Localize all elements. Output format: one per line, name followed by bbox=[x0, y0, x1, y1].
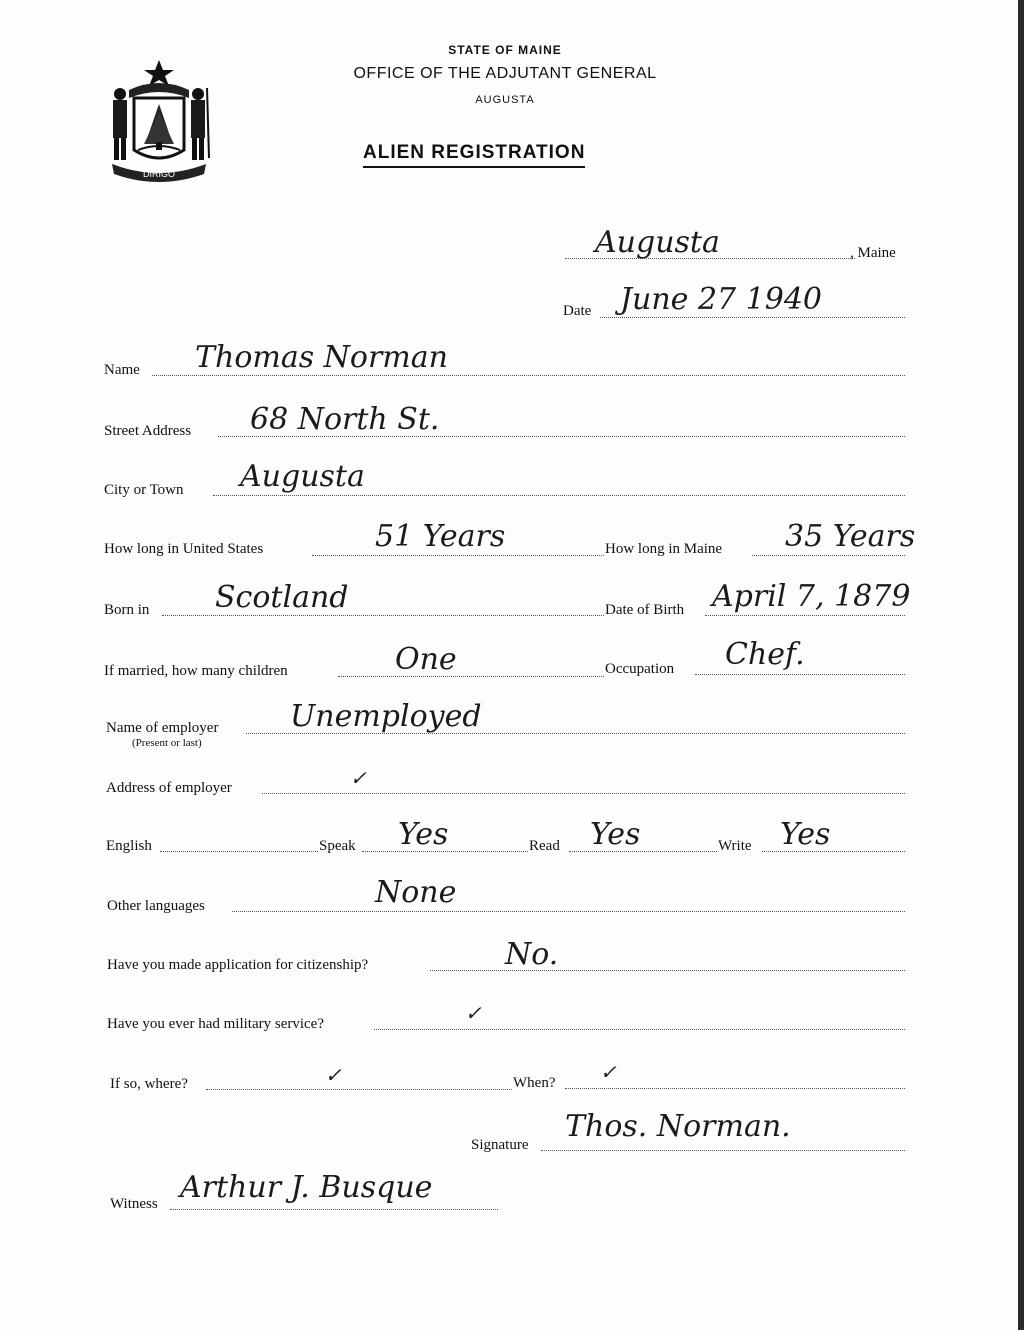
dob-line bbox=[705, 615, 905, 616]
date-label: Date bbox=[563, 303, 592, 319]
speak-label: Speak bbox=[319, 838, 356, 854]
signature-line bbox=[541, 1150, 905, 1151]
us-time-value[interactable]: 51 Years bbox=[375, 519, 506, 554]
employer-label: Name of employer bbox=[106, 720, 219, 736]
where-label: If so, where? bbox=[110, 1076, 188, 1092]
where-line bbox=[206, 1089, 512, 1090]
signature-value[interactable]: Thos. Norman. bbox=[565, 1109, 791, 1144]
witness-line bbox=[170, 1209, 498, 1210]
witness-value[interactable]: Arthur J. Busque bbox=[180, 1170, 433, 1205]
city-value[interactable]: Augusta bbox=[240, 459, 365, 494]
us-time-line bbox=[312, 555, 604, 556]
other-languages-line bbox=[232, 911, 905, 912]
header-state: STATE OF MAINE bbox=[448, 43, 562, 57]
street-label: Street Address bbox=[104, 423, 192, 439]
other-languages-value[interactable]: None bbox=[375, 875, 457, 910]
name-label: Name bbox=[104, 362, 140, 378]
witness-label: Witness bbox=[110, 1196, 158, 1212]
write-value[interactable]: Yes bbox=[780, 817, 831, 852]
maine-label: , Maine bbox=[850, 245, 896, 261]
children-line bbox=[338, 676, 604, 677]
name-value[interactable]: Thomas Norman bbox=[195, 340, 448, 375]
dob-value[interactable]: April 7, 1879 bbox=[712, 579, 911, 614]
speak-value[interactable]: Yes bbox=[398, 817, 449, 852]
read-value[interactable]: Yes bbox=[590, 817, 641, 852]
maine-time-label: How long in Maine bbox=[605, 541, 723, 557]
read-label: Read bbox=[529, 838, 560, 854]
scan-edge bbox=[1018, 0, 1024, 1330]
when-line bbox=[565, 1088, 905, 1089]
employer-sublabel: (Present or last) bbox=[132, 737, 202, 749]
born-line bbox=[162, 615, 604, 616]
seal-motto: DIRIGO bbox=[142, 169, 176, 179]
write-label: Write bbox=[718, 838, 752, 854]
employer-address-line bbox=[262, 793, 905, 794]
date-line bbox=[600, 317, 905, 318]
other-languages-label: Other languages bbox=[107, 898, 205, 914]
date-value[interactable]: June 27 1940 bbox=[620, 282, 823, 317]
header-city: AUGUSTA bbox=[475, 94, 535, 106]
military-value[interactable]: ✓ bbox=[465, 1001, 482, 1025]
citizenship-label: Have you made application for citizenship? bbox=[107, 957, 369, 973]
military-line bbox=[374, 1029, 905, 1030]
occupation-label: Occupation bbox=[605, 661, 675, 677]
children-label: If married, how many children bbox=[104, 663, 288, 679]
where-value[interactable]: ✓ bbox=[325, 1063, 342, 1087]
when-label: When? bbox=[513, 1075, 556, 1091]
city-line bbox=[213, 495, 905, 496]
children-value[interactable]: One bbox=[395, 642, 457, 677]
employer-address-value[interactable]: ✓ bbox=[350, 766, 367, 790]
born-value[interactable]: Scotland bbox=[215, 580, 349, 615]
form-title: ALIEN REGISTRATION bbox=[363, 142, 585, 168]
maine-time-value[interactable]: 35 Years bbox=[785, 519, 916, 554]
name-line bbox=[152, 375, 905, 376]
dob-label: Date of Birth bbox=[605, 602, 685, 618]
when-value[interactable]: ✓ bbox=[600, 1060, 617, 1084]
street-value[interactable]: 68 North St. bbox=[250, 402, 440, 437]
employer-address-label: Address of employer bbox=[106, 780, 232, 796]
us-time-label: How long in United States bbox=[104, 541, 264, 557]
header-office: OFFICE OF THE ADJUTANT GENERAL bbox=[353, 65, 657, 82]
citizenship-line bbox=[430, 970, 905, 971]
english-label: English bbox=[106, 838, 152, 854]
employer-value[interactable]: Unemployed bbox=[290, 699, 482, 734]
military-label: Have you ever had military service? bbox=[107, 1016, 324, 1032]
location-value[interactable]: Augusta bbox=[595, 225, 720, 260]
english-line bbox=[160, 851, 318, 852]
occupation-value[interactable]: Chef. bbox=[725, 637, 805, 672]
born-label: Born in bbox=[104, 602, 150, 618]
citizenship-value[interactable]: No. bbox=[505, 937, 559, 972]
maine-time-line bbox=[752, 555, 905, 556]
city-label: City or Town bbox=[104, 482, 184, 498]
signature-label: Signature bbox=[471, 1137, 529, 1153]
occupation-line bbox=[695, 674, 905, 675]
